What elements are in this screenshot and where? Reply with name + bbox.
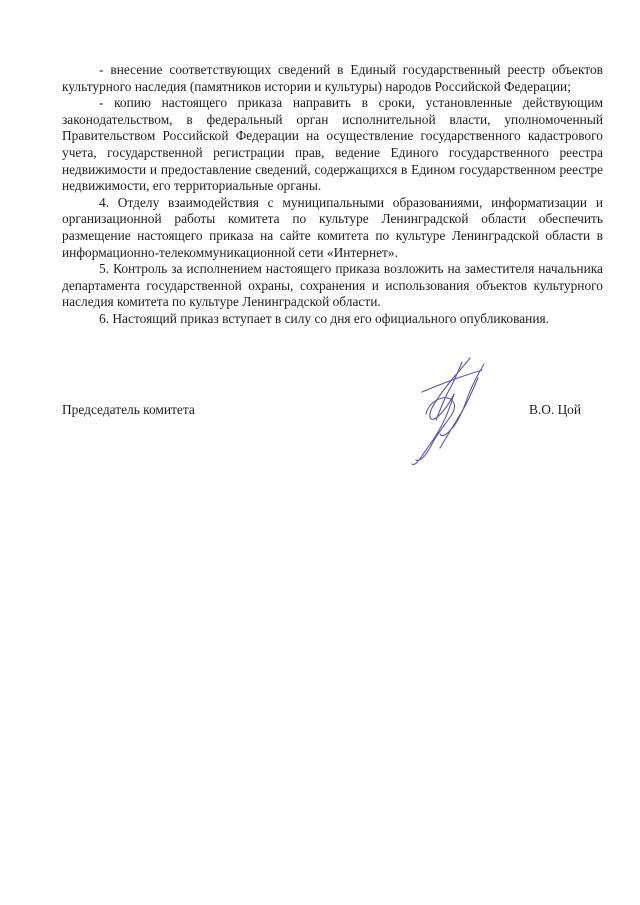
paragraph-item-5: 5. Контроль за исполнением настоящего приказа возложить на заместителя начальника департамента государственной охраны, сохранения и использования объектов культурного наследия комитета по культуре Ленинградской области. [62,261,603,310]
signer-name: В.О. Цой [529,402,581,417]
signer-title: Председатель комитета [62,402,195,417]
paragraph-register-entry: - внесение соответствующих сведений в Единый государственный реестр объектов культурного наследия (памятников истории и культуры) народов Российской Федерации; [62,62,603,94]
signature-block [62,402,603,422]
paragraph-item-4: 4. Отделу взаимодействия с муниципальными образованиями, информатизации и организационной работы комитета по культуре Ленинградской области обеспечить размещение настоящего приказа на сайте комитета по культуре Ленинградской области в информационно-телекоммуникационной сети «Интернет». [62,194,603,260]
paragraph-item-6: 6. Настоящий приказ вступает в силу со дня его официального опубликования. [99,310,549,326]
document-body [62,62,603,328]
paragraph-copy-direction: - копию настоящего приказа направить в сроки, установленные действующим законодательством, в федеральный орган исполнительной власти, уполномоченный Правительством Российской Федерации на осуществление государственного кадастрового учета, государственной регистрации прав, ведение Единого государственного реестра недвижимости и предоставление сведений, содержащихся в Едином государственном реестре недвижимости, его территориальные органы. [62,95,603,194]
handwritten-signature [392,352,512,470]
